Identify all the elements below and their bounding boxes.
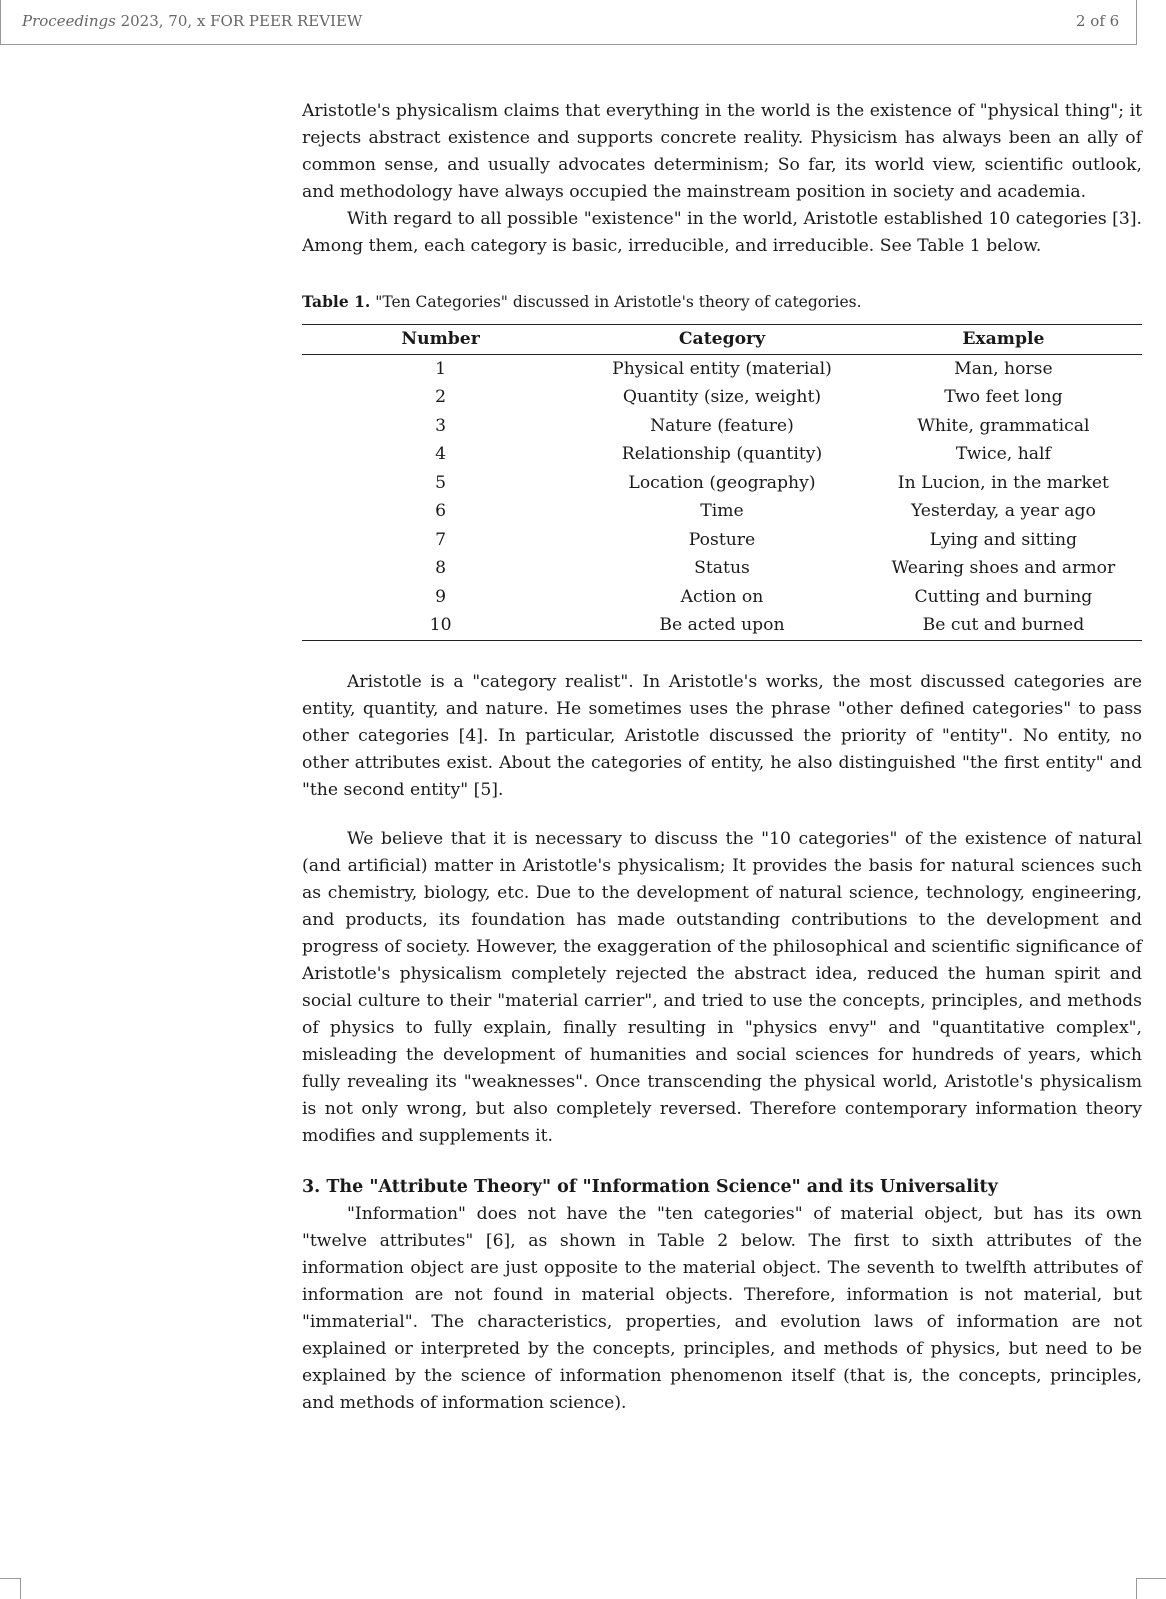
cell-example: Yesterday, a year ago	[910, 501, 1096, 521]
header-number: Number	[302, 325, 579, 355]
cell-category: Quantity (size, weight)	[622, 387, 822, 407]
table-caption	[302, 288, 1142, 316]
header-right-rule	[1136, 0, 1137, 44]
cell-example: In Lucion, in the market	[897, 472, 1109, 493]
table-row	[302, 440, 1142, 469]
page-body	[302, 98, 1142, 1417]
section-heading: 3. The "Attribute Theory" of "Information Science" and its Universality	[302, 1176, 998, 1197]
cell-category: Time	[700, 501, 744, 521]
cell-number: 1	[435, 358, 447, 379]
table-row	[302, 554, 1142, 583]
table-row	[302, 526, 1142, 555]
cell-example: White, grammatical	[917, 415, 1090, 436]
table-row	[302, 383, 1142, 412]
journal-name: Proceedings	[22, 12, 116, 30]
table-row	[302, 611, 1142, 640]
cell-category: Location (geography)	[628, 472, 816, 493]
table-row	[302, 354, 1142, 383]
table-caption-text: "Ten Categories" discussed in Aristotle's theory of categories.	[370, 293, 862, 311]
cell-category: Physical entity (material)	[612, 358, 832, 379]
cell-example: Wearing shoes and armor	[891, 558, 1116, 578]
table-row	[302, 583, 1142, 612]
cell-example: Two feet long	[944, 387, 1063, 407]
header-example: Example	[865, 325, 1142, 355]
cell-example: Lying and sitting	[929, 529, 1078, 550]
cell-number: 6	[435, 501, 447, 521]
cell-number: 9	[435, 586, 447, 607]
cell-example: Twice, half	[955, 444, 1051, 464]
cell-number: 5	[435, 472, 447, 493]
body-paragraph-2: With regard to all possible "existence" in the world, Aristotle established 10 categories [3]. Among them, each category is basic, irreducible, and irreducible. See Table 1 below.	[302, 209, 1142, 256]
cell-category: Status	[694, 558, 750, 578]
cell-number: 8	[435, 558, 447, 578]
cell-category: Action on	[680, 586, 764, 607]
cell-number: 10	[302, 611, 579, 640]
page-indicator: 2 of 6	[1076, 12, 1120, 30]
cell-category: Nature (feature)	[650, 415, 794, 436]
cell-category: Be acted upon	[579, 611, 865, 640]
cell-number: 2	[435, 387, 447, 407]
crop-mark-left-vertical	[20, 1578, 21, 1599]
categories-table	[302, 324, 1142, 641]
body-paragraph-1: Aristotle's physicalism claims that everything in the world is the existence of "physical thing"; it rejects abstract existence and supports concrete reality. Physicism has always been an ally of common sense, and usually advocates determinism; So far, its world view, scientific outlook, and methodology have always occupied the mainstream position in society and academia.	[302, 101, 1142, 202]
crop-mark-left	[0, 1578, 20, 1579]
table-header-row	[302, 325, 1142, 355]
table-row	[302, 412, 1142, 441]
cell-example: Be cut and burned	[865, 611, 1142, 640]
body-paragraph-4: We believe that it is necessary to discuss the "10 categories" of the existence of natural (and artificial) matter in Aristotle's physicalism; It provides the basis for natural sciences such as chemistry, biology, etc. Due to the development of natural science, technology, engineering, and products, its foundation has made outstanding contributions to the development and progress of society. However, the exaggeration of the philosophical and scientific significance of Aristotle's physicalism completely rejected the abstract idea, reduced the human spirit and social culture to their "material carrier", and tried to use the concepts, principles, and methods of physics to fully explain, finally resulting in "physics envy" and "quantitative complex", misleading the development of humanities and social sciences for hundreds of years, which fully revealing its "weaknesses". Once transcending the physical world, Aristotle's physicalism is not only wrong, but also completely reversed. Therefore contemporary information theory modifies and supplements it.	[302, 828, 1142, 1146]
table-label: Table 1.	[302, 292, 371, 311]
cell-example: Man, horse	[954, 358, 1053, 379]
cell-number: 7	[435, 529, 447, 550]
crop-mark-right	[1136, 1578, 1166, 1579]
cell-category: Relationship (quantity)	[621, 444, 823, 464]
body-paragraph-5: "Information" does not have the "ten categories" of material object, but has its own "twelve attributes" [6], as shown in Table 2 below. The first to sixth attributes of the information object are just opposite to the material object. The seventh to twelfth attributes of information are not found in material objects. Therefore, information is not material, but "immaterial". The characteristics, properties, and evolution laws of information are not explained or interpreted by the concepts, principles, and methods of physics, but need to be explained by the science of information phenomenon itself (that is, the concepts, principles, and methods of information science).	[302, 1203, 1142, 1413]
header-category: Category	[579, 325, 865, 355]
cell-example: Cutting and burning	[914, 586, 1093, 607]
crop-mark-right-vertical	[1136, 1578, 1137, 1599]
running-head	[22, 12, 362, 30]
body-paragraph-3: Aristotle is a "category realist". In Aristotle's works, the most discussed categories are entity, quantity, and nature. He sometimes uses the phrase "other defined categories" to pass other categories [4]. In particular, Aristotle discussed the priority of "entity". No entity, no other attributes exist. About the categories of entity, he also distinguished "the first entity" and "the second entity" [5].	[302, 671, 1142, 800]
table-row	[302, 469, 1142, 498]
table-row	[302, 497, 1142, 526]
cell-number: 3	[435, 415, 447, 436]
cell-category: Posture	[688, 529, 756, 550]
cell-number: 4	[435, 444, 447, 464]
running-head-text: 2023, 70, x FOR PEER REVIEW	[115, 12, 363, 30]
